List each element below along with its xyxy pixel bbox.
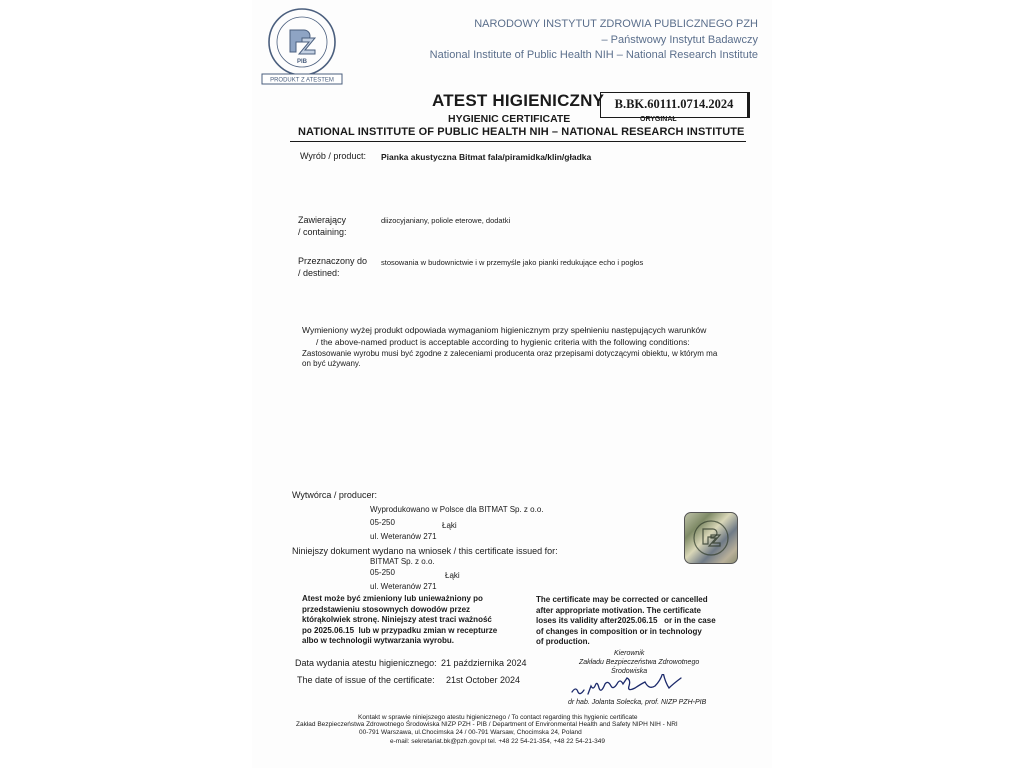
institute-heading: NATIONAL INSTITUTE OF PUBLIC HEALTH NIH – NATIONAL RESEARCH INSTITUTE (298, 126, 745, 138)
hologram-logo-icon (685, 513, 737, 563)
issued-for-label: Niniejszy dokument wydano na wniosek / this certificate issued for: (292, 546, 558, 556)
destined-value: stosowania w budownictwie i w przemyśle jako pianki redukujące echo i pogłos (381, 258, 644, 267)
containing-label: Zawierający (298, 215, 347, 225)
footer-address: 00-791 Warszawa, ul.Chocimska 24 / 00-791 Warsaw, Chocimska 24, Poland (359, 729, 582, 736)
footer-email-phone: e-mail: sekretariat.bk@pzh.gov.pl tel. +48 22 54-21-354, +48 22 54-21-349 (390, 738, 605, 745)
issue-date-pl: 21 października 2024 (441, 658, 527, 668)
issued-for-name: BITMAT Sp. z o.o. (370, 557, 435, 566)
certificate-subtitle: HYGIENIC CERTIFICATE (448, 113, 571, 125)
issued-for-city: Łąki (445, 571, 460, 580)
institute-name-pl-2: – Państwowy Instytut Badawczy (601, 34, 758, 46)
product-value: Pianka akustyczna Bitmat fala/piramidka/klin/gładka (381, 152, 592, 162)
issued-for-street: ul. Weteranów 271 (370, 582, 437, 591)
conditions-detail: Zastosowanie wyrobu musi być zgodne z zaleceniami producenta oraz przepisami dotyczącymi obiektu, w którym ma (302, 349, 718, 358)
institute-name-pl: NARODOWY INSTYTUT ZDROWIA PUBLICZNEGO PZH (474, 18, 758, 30)
hologram-seal (684, 512, 738, 564)
destined-label-en: / destined: (298, 268, 340, 278)
conditions-en: / the above-named product is acceptable according to hygienic criteria with the following conditions: (316, 337, 690, 347)
signatory-department-cont: Środowiska (611, 668, 648, 675)
conditions-detail-cont: on być używany. (302, 359, 361, 368)
logo-center-text: PIB (296, 59, 308, 65)
footer-contact: Kontakt w sprawie niniejszego atestu higienicznego / To contact regarding this hygienic certificate (358, 714, 638, 721)
producer-street: ul. Weteranów 271 (370, 532, 437, 541)
producer-label: Wytwórca / producer: (292, 490, 377, 500)
conditions-pl: Wymieniony wyżej produkt odpowiada wymaganiom higienicznym przy spełnieniu następujących warunków (302, 325, 707, 335)
issue-date-label-pl: Data wydania atestu higienicznego: (295, 658, 437, 668)
certificate-number: B.BK.60111.0714.2024 (600, 92, 750, 118)
destined-label: Przeznaczony do (298, 256, 368, 266)
issue-date-en: 21st October 2024 (446, 675, 521, 685)
signatory-name: dr hab. Jolanta Solecka, prof. NIZP PZH-PIB (568, 699, 707, 706)
validity-notes-pl: Atest może być zmieniony lub unieważniony po przedstawieniu stosownych dowodów przez którąkolwiek stronę. Niniejszy atest traci ważność po 2025.06.15 lub w przypadku zmian w recepturze albo w technologii wytwarzania wyrobu. (302, 594, 498, 645)
producer-postcode: 05-250 (370, 518, 395, 527)
issued-for-postcode: 05-250 (370, 568, 395, 577)
producer-name: Wyprodukowano w Polsce dla BITMAT Sp. z o.o. (370, 505, 544, 514)
validity-notes-en: The certificate may be corrected or cancelled after appropriate motivation. The certificate loses its validity after2025.06.15 or in the case of changes in composition or in technology of production. (536, 595, 716, 646)
containing-value: diizocyjaniany, poliole eterowe, dodatki (381, 216, 511, 225)
signatory-title: Kierownik (614, 650, 645, 657)
producer-city: Łąki (442, 521, 457, 530)
signatory-department: Zakładu Bezpieczeństwa Zdrowotnego (579, 659, 700, 666)
product-label: Wyrób / product: (300, 151, 366, 161)
header-divider (290, 141, 746, 142)
issue-date-label-en: The date of issue of the certificate: (297, 675, 435, 685)
logo-badge-text: PRODUKT Z ATESTEM (270, 77, 334, 84)
containing-label-en: / containing: (298, 227, 347, 237)
institute-name-en: National Institute of Public Health NIH – National Research Institute (429, 49, 758, 61)
pzh-logo (257, 6, 347, 86)
certificate-title: ATEST HIGIENICZNY (432, 91, 605, 110)
footer-department: Zakład Bezpieczeństwa Zdrowotnego Środowiska NIZP PZH - PIB / Department of Environmental Health and Safety NIPH NIH - NRI (296, 721, 678, 728)
original-label: ORYGINAŁ (640, 116, 677, 123)
